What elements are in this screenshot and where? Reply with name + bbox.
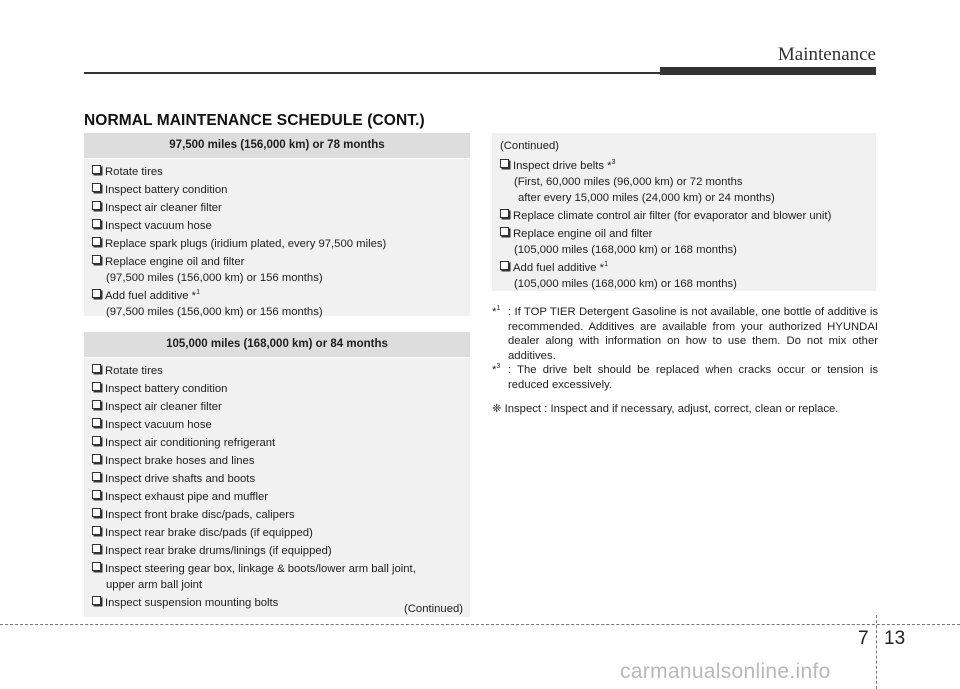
watermark: carmanualsonline.info — [620, 660, 831, 683]
checkbox-icon — [92, 237, 101, 246]
checklist-item: Inspect suspension mounting bolts — [92, 595, 470, 611]
checklist-item: Inspect air cleaner filter — [92, 399, 470, 415]
checkbox-icon — [500, 261, 509, 270]
checkbox-icon — [500, 227, 509, 236]
checklist-item: Inspect rear brake disc/pads (if equipped) — [92, 525, 470, 541]
page-number: 13 — [884, 628, 906, 649]
checkbox-icon — [92, 454, 101, 463]
schedule-box-continued — [492, 133, 876, 291]
checkbox-icon — [92, 418, 101, 427]
checklist-item: Inspect battery condition — [92, 381, 470, 397]
checklist-item: Replace engine oil and filter (97,500 miles (156,000 km) or 156 months) — [92, 254, 470, 286]
checklist-item: Inspect battery condition — [92, 182, 470, 198]
checkbox-icon — [92, 219, 101, 228]
inspect-note: ❈ Inspect : Inspect and if necessary, adjust, correct, clean or replace. — [492, 403, 839, 415]
checkbox-icon — [92, 596, 101, 605]
checklist-item: Inspect front brake disc/pads, calipers — [92, 507, 470, 523]
checkbox-icon — [92, 201, 101, 210]
checkbox-icon — [92, 400, 101, 409]
checkbox-icon — [92, 289, 101, 298]
chapter-number: 7 — [858, 628, 869, 649]
schedule-box-105000 — [84, 332, 470, 617]
footnote-1: *$^1$ : If TOP TIER Detergent Gasoline is not available, one bottle of additive is recommended. Additives are available from your authorized HYUNDAI dealer along with information on how to use them. Do not mix other additives. — [492, 305, 878, 362]
checklist-item: Rotate tires — [92, 164, 470, 180]
checklist-item: Inspect air conditioning refrigerant — [92, 435, 470, 451]
checklist-item: Inspect air cleaner filter — [92, 200, 470, 216]
checklist — [84, 159, 470, 320]
page-title: NORMAL MAINTENANCE SCHEDULE (CONT.) — [84, 112, 425, 129]
checkbox-icon — [92, 436, 101, 445]
continued-label: (Continued) — [404, 603, 464, 615]
checkbox-icon — [92, 508, 101, 517]
checkbox-icon — [500, 209, 509, 218]
checkbox-icon — [92, 472, 101, 481]
checkbox-icon — [92, 165, 101, 174]
checklist-item: Inspect vacuum hose — [92, 218, 470, 234]
checkbox-icon — [92, 364, 101, 373]
footnotes — [492, 305, 878, 417]
checklist-item: Inspect vacuum hose — [92, 417, 470, 433]
header-rule — [84, 72, 660, 74]
footnote-3: *$^3$ : The drive belt should be replaced when cracks occur or tension is reduced excessively. — [492, 363, 878, 391]
checklist-item: Inspect exhaust pipe and muffler — [92, 489, 470, 505]
schedule-box-97500 — [84, 133, 470, 316]
checklist-item: Replace climate control air filter (for evaporator and blower unit) — [500, 208, 876, 224]
checklist-item: Replace engine oil and filter (105,000 miles (168,000 km) or 168 months) — [500, 226, 876, 258]
checklist — [84, 358, 470, 611]
checklist-item: Inspect drive belts *$^3$ (First, 60,000 miles (96,000 km) or 72 months after every 15,000 miles (24,000 km) or 24 months) — [500, 158, 876, 206]
checkbox-icon — [92, 255, 101, 264]
checklist-item: Add fuel additive *$^1$ (97,500 miles (156,000 km) or 156 months) — [92, 288, 470, 320]
checkbox-icon — [92, 490, 101, 499]
schedule-heading: 97,500 miles (156,000 km) or 78 months — [84, 133, 470, 159]
checkbox-icon — [92, 544, 101, 553]
footer-divider — [876, 615, 877, 689]
checklist — [492, 133, 876, 292]
checklist-item: Inspect drive shafts and boots — [92, 471, 470, 487]
checklist-item: Inspect brake hoses and lines — [92, 453, 470, 469]
header-rule-thick — [660, 67, 876, 75]
continued-label: (Continued) — [500, 140, 560, 152]
checkbox-icon — [92, 382, 101, 391]
checkbox-icon — [92, 183, 101, 192]
checklist-item: Inspect rear brake drums/linings (if equipped) — [92, 543, 470, 559]
checklist-item: Replace spark plugs (iridium plated, every 97,500 miles) — [92, 236, 470, 252]
checklist-item: Inspect steering gear box, linkage & boots/lower arm ball joint, upper arm ball joint — [92, 561, 470, 593]
checklist-item: Rotate tires — [92, 363, 470, 379]
section-title: Maintenance — [777, 44, 876, 65]
checklist-item: Add fuel additive *$^1$ (105,000 miles (168,000 km) or 168 months) — [500, 260, 876, 292]
footer-rule — [0, 624, 960, 625]
checkbox-icon — [500, 159, 509, 168]
checkbox-icon — [92, 526, 101, 535]
checkbox-icon — [92, 562, 101, 571]
schedule-heading: 105,000 miles (168,000 km) or 84 months — [84, 332, 470, 358]
